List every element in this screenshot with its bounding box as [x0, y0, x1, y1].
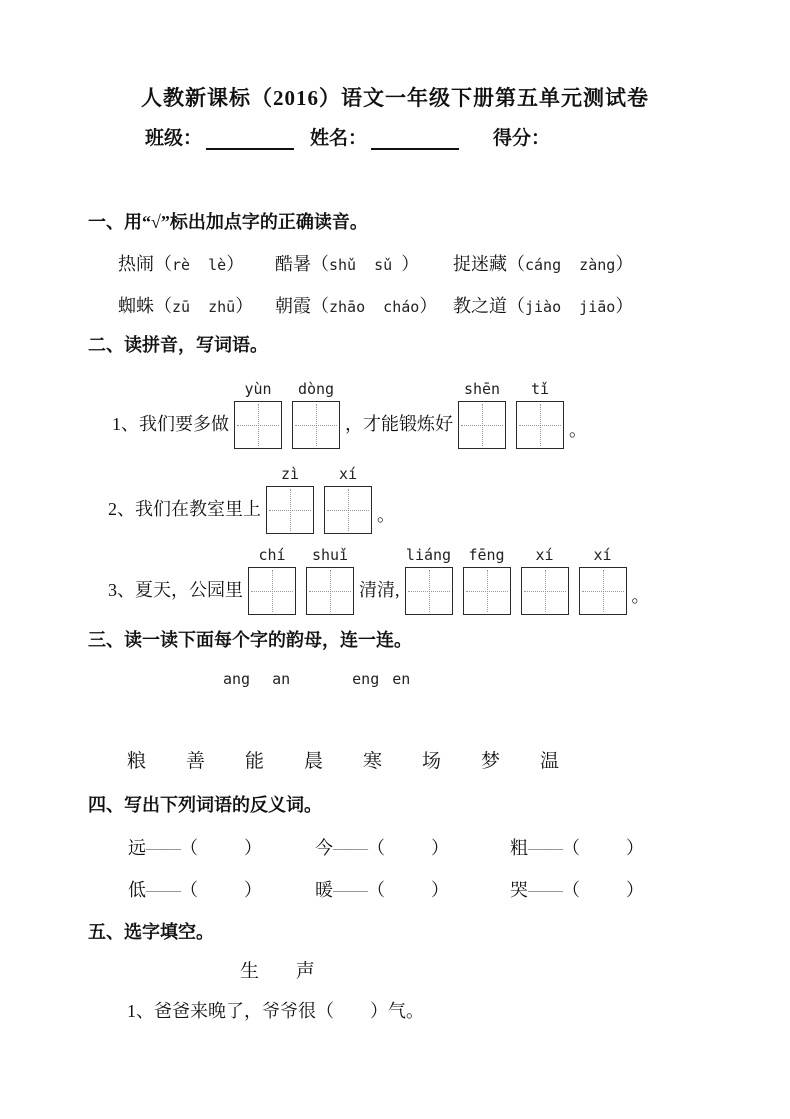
pinyin-write-unit: shuǐ	[306, 546, 354, 615]
match-character[interactable]: 梦	[481, 751, 501, 772]
name-label: 姓名：	[310, 128, 368, 149]
final-option[interactable]: en	[392, 670, 411, 688]
name-blank[interactable]	[371, 128, 459, 150]
pinyin-write-unit: chí	[248, 546, 296, 615]
final-option[interactable]: ang	[223, 670, 251, 688]
section1-row-2	[118, 292, 778, 316]
page-title: 人教新课标（2016）语文一年级下册第五单元测试卷	[141, 86, 649, 110]
write-box[interactable]	[234, 401, 282, 449]
dash: ——	[528, 838, 562, 858]
pinyin-write-unit: xí	[579, 546, 627, 615]
question-text: 。	[631, 586, 650, 606]
write-box[interactable]	[521, 567, 569, 615]
section2-question-3	[108, 546, 650, 615]
meta-line	[145, 124, 550, 150]
score-label: 得分：	[493, 128, 551, 149]
section4-row-2	[128, 876, 748, 900]
pinyin-write-unit: shēn	[458, 380, 506, 449]
dash: ——	[528, 880, 562, 900]
section2-question-2	[108, 465, 395, 534]
choice-character[interactable]: 声	[295, 961, 315, 982]
dash: ——	[333, 838, 367, 858]
section4-row-1	[128, 834, 748, 858]
section2-question-1	[112, 380, 587, 449]
dash: ——	[333, 880, 367, 900]
match-character[interactable]: 善	[186, 751, 206, 772]
section1-row-1	[118, 250, 778, 274]
finals-row	[223, 670, 410, 688]
question-text: 1、我们要多做	[112, 414, 229, 434]
match-character[interactable]: 场	[422, 751, 442, 772]
section4-header: 四、写出下列词语的反义词。	[88, 795, 322, 815]
section5-question-1: 1、爸爸来晚了，爷爷很（ ）气。	[127, 1001, 424, 1021]
reading-item: 朝霞（zhāo cháo）	[275, 296, 438, 316]
dash: ——	[146, 880, 180, 900]
pinyin-write-unit: tǐ	[516, 380, 564, 449]
match-character[interactable]: 寒	[363, 751, 383, 772]
section2-header: 二、读拼音，写词语。	[88, 335, 268, 355]
write-box[interactable]	[248, 567, 296, 615]
antonym-item: 今——（ ）	[315, 838, 449, 858]
antonym-item: 哭——（ ）	[510, 880, 644, 900]
section3-header: 三、读一读下面每个字的韵母，连一连。	[88, 630, 412, 650]
write-box[interactable]	[266, 486, 314, 534]
pinyin-write-unit: xí	[521, 546, 569, 615]
write-box[interactable]	[458, 401, 506, 449]
question-text: 。	[569, 420, 587, 440]
antonym-item: 暖——（ ）	[315, 880, 449, 900]
match-character[interactable]: 晨	[304, 751, 324, 772]
class-blank[interactable]	[206, 128, 294, 150]
dash: ——	[146, 838, 180, 858]
question-text: 清清,	[359, 580, 400, 600]
write-box[interactable]	[516, 401, 564, 449]
reading-item: 蜘蛛（zū zhū）	[118, 296, 254, 316]
write-box[interactable]	[463, 567, 511, 615]
question-text: 2、我们在教室里上	[108, 499, 261, 519]
match-character[interactable]: 粮	[127, 751, 147, 772]
antonym-item: 低——（ ）	[128, 880, 262, 900]
choice-characters	[240, 956, 315, 983]
section1-header: 一、用“√”标出加点字的正确读音。	[88, 212, 368, 232]
write-box[interactable]	[292, 401, 340, 449]
question-text: 3、夏天，公园里	[108, 580, 243, 600]
reading-item: 捉迷藏（cáng zàng）	[453, 254, 634, 274]
choice-character[interactable]: 生	[240, 961, 260, 982]
pinyin-write-unit: xí	[324, 465, 372, 534]
class-label: 班级：	[145, 128, 203, 149]
question-text: ，才能锻炼好	[345, 414, 453, 434]
section5-header: 五、选字填空。	[88, 922, 214, 942]
pinyin-write-unit: yùn	[234, 380, 282, 449]
pinyin-write-unit: zì	[266, 465, 314, 534]
antonym-item: 粗——（ ）	[510, 838, 644, 858]
match-character[interactable]: 能	[245, 751, 265, 772]
pinyin-write-unit: dòng	[292, 380, 340, 449]
question-text: 。	[377, 505, 395, 525]
antonym-item: 远——（ ）	[128, 838, 262, 858]
match-character[interactable]: 温	[540, 751, 560, 772]
pinyin-write-unit: liáng	[405, 546, 453, 615]
write-box[interactable]	[306, 567, 354, 615]
reading-item: 教之道（jiào jiāo）	[453, 296, 634, 316]
characters-row	[127, 746, 595, 773]
pinyin-write-unit: fēng	[463, 546, 511, 615]
write-box[interactable]	[324, 486, 372, 534]
final-option[interactable]: eng	[352, 670, 380, 688]
reading-item: 热闹（rè lè）	[118, 254, 245, 274]
write-box[interactable]	[579, 567, 627, 615]
reading-item: 酷暑（shǔ sǔ ）	[275, 254, 420, 274]
final-option[interactable]: an	[272, 670, 291, 688]
write-box[interactable]	[405, 567, 453, 615]
